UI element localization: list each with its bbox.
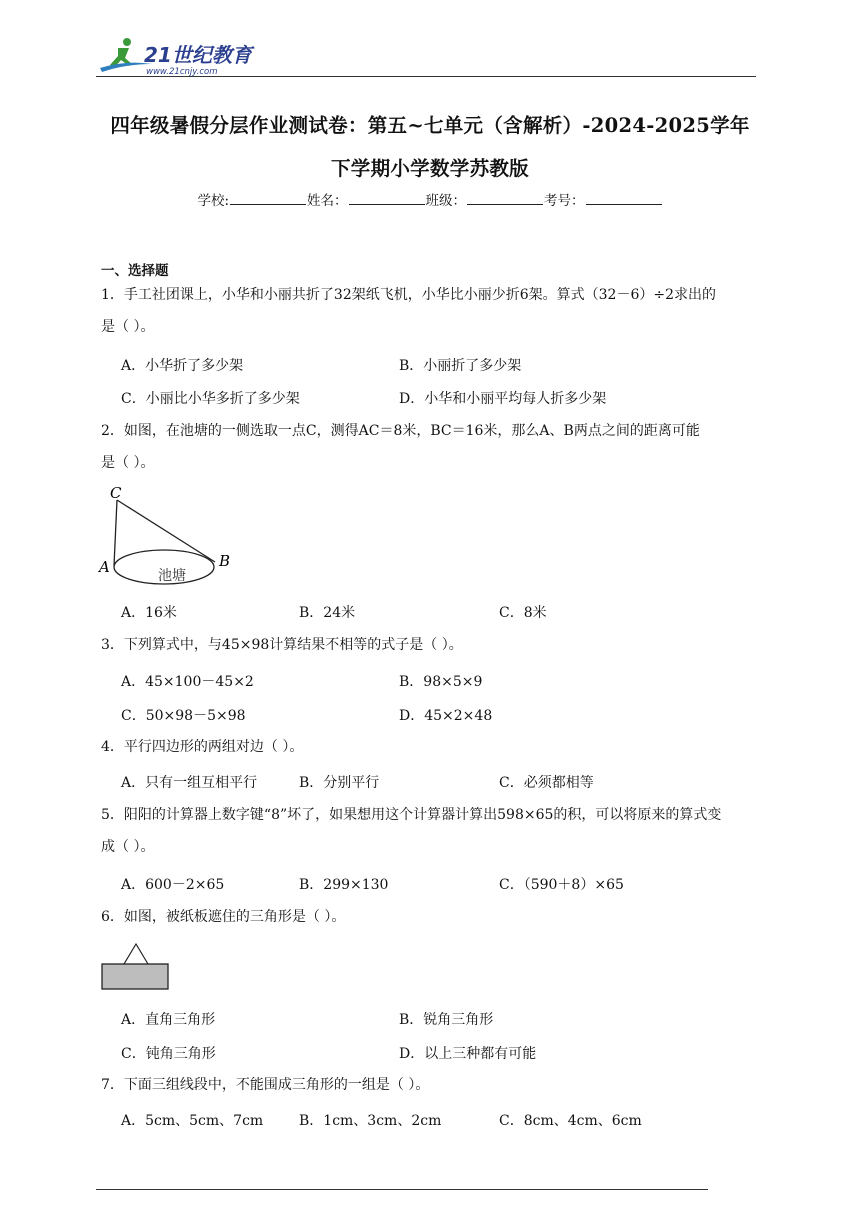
exam-no-label: 考号：: [544, 193, 585, 209]
question-2-line-2: 是（ ）。: [101, 455, 155, 471]
q7-option-c: C．8cm、4cm、6cm: [499, 1113, 642, 1129]
question-1-line-2: 是（ ）。: [101, 319, 155, 335]
question-5: [101, 799, 761, 863]
q4-option-c: C．必须都相等: [499, 775, 594, 791]
title-line-2: 下学期小学数学苏教版: [330, 157, 529, 180]
logo-url: www.21cnjy.com: [146, 67, 218, 77]
label-a: A: [99, 558, 110, 576]
name-blank: [349, 192, 425, 205]
q2-option-c: C．8米: [499, 605, 547, 621]
question-1: [101, 279, 761, 343]
triangle-top: [124, 944, 148, 964]
covered-triangle-figure: [100, 940, 172, 992]
q5-option-c: C．（590＋8）×65: [499, 877, 624, 893]
class-blank: [467, 192, 543, 205]
segment-bc: [117, 500, 215, 562]
footer-rule: [96, 1189, 708, 1190]
question-4-line-1: 4．平行四边形的两组对边（ ）。: [101, 739, 304, 755]
question-1-line-1: 1．手工社团课上，小华和小丽共折了32架纸飞机，小华比小丽少折6架。算式（32－6）÷2求出的: [101, 287, 716, 303]
question-7: [101, 1069, 761, 1101]
school-label: 学校:: [197, 193, 230, 209]
segment-ac: [114, 500, 117, 566]
q2-option-b: B．24米: [299, 605, 356, 621]
q7-option-a: A．5cm、5cm、7cm: [121, 1113, 264, 1129]
q7-option-b: B．1cm、3cm、2cm: [299, 1113, 442, 1129]
q5-option-b: B．299×130: [299, 877, 389, 893]
header-rule: [96, 76, 756, 77]
pond-label: 池塘: [158, 568, 186, 584]
question-5-line-1: 5．阳阳的计算器上数字键“8”坏了，如果想用这个计算器计算出598×65的积，可以将原来的算式变: [101, 807, 722, 823]
q1-option-b: B．小丽折了多少架: [399, 358, 522, 374]
label-b: B: [219, 552, 231, 570]
q3-option-b: B．98×5×9: [399, 674, 483, 690]
q6-option-c: C．钝角三角形: [121, 1046, 216, 1062]
pond-figure: [98, 482, 238, 590]
q1-option-d: D．小华和小丽平均每人折多少架: [399, 391, 607, 407]
question-6-line-1: 6．如图，被纸板遮住的三角形是（ ）。: [101, 909, 346, 925]
question-7-line-1: 7．下面三组线段中，不能围成三角形的一组是（ ）。: [101, 1077, 430, 1093]
question-6: [101, 901, 761, 933]
q6-option-d: D．以上三种都有可能: [399, 1046, 537, 1062]
logo: [96, 34, 266, 80]
logo-text: 21世纪教育: [144, 43, 252, 67]
student-info: [96, 189, 764, 209]
q4-option-b: B．分别平行: [299, 775, 380, 791]
title-line-1: 四年级暑假分层作业测试卷：第五~七单元（含解析）-2024-2025学年: [110, 114, 750, 137]
school-blank: [230, 192, 306, 205]
section-heading: 一、选择题: [101, 263, 169, 279]
q3-option-a: A．45×100－45×2: [121, 674, 254, 690]
q1-option-c: C．小丽比小华多折了多少架: [121, 391, 300, 407]
question-2: [101, 415, 761, 479]
q6-option-a: A．直角三角形: [121, 1012, 216, 1028]
question-3-line-1: 3．下列算式中，与45×98计算结果不相等的式子是（ ）。: [101, 637, 463, 653]
q3-option-c: C．50×98－5×98: [121, 708, 246, 724]
class-label: 班级：: [425, 193, 467, 209]
label-c: C: [110, 484, 122, 502]
name-label: 姓名：: [307, 193, 348, 209]
cardboard-cover: [102, 964, 168, 989]
q5-option-a: A．600－2×65: [121, 877, 225, 893]
q2-option-a: A．16米: [121, 605, 177, 621]
q3-option-d: D．45×2×48: [399, 708, 493, 724]
question-3: [101, 629, 761, 661]
q6-option-b: B．锐角三角形: [399, 1012, 494, 1028]
exam-no-blank: [586, 192, 662, 205]
question-5-line-2: 成（ ）。: [101, 839, 155, 855]
q4-option-a: A．只有一组互相平行: [121, 775, 258, 791]
question-4: [101, 731, 761, 763]
question-2-line-1: 2．如图，在池塘的一侧选取一点C，测得AC＝8米，BC＝16米，那么A、B两点之间的距离可能: [101, 423, 700, 439]
q1-option-a: A．小华折了多少架: [121, 358, 244, 374]
